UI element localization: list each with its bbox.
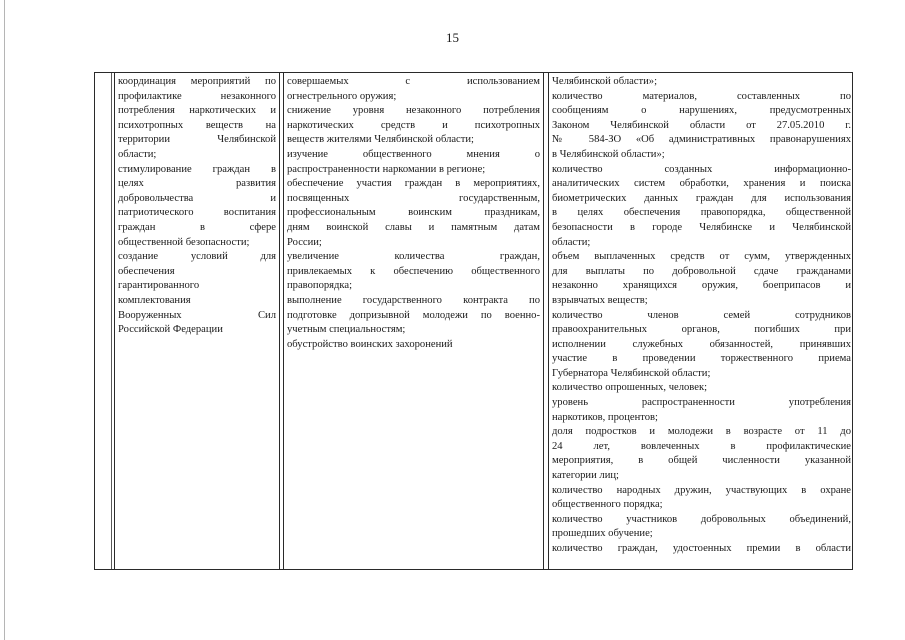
cell-line: обеспечение участия граждан в мероприятиях, (287, 178, 540, 190)
cell-line: № 584-ЗО «Об административных правонарушениях (552, 134, 851, 146)
cell-line: создание условий для (118, 251, 276, 263)
cell-line: незаконно хранящихся оружия, боеприпасов и (552, 280, 851, 292)
cell-line: Российской Федерации (118, 324, 223, 336)
cell-line: взрывчатых веществ; (552, 294, 648, 306)
cell-line: Законом Челябинской области от 27.05.2010 г. (552, 119, 851, 131)
tasks-cell (115, 75, 279, 338)
cell-line: объем выплаченных средств от сумм, утвержденных (552, 251, 851, 263)
cell-line: аналитических систем обработки, хранения и поиска (552, 178, 851, 190)
cell-line: категории лиц; (552, 470, 619, 482)
cell-line: области; (118, 148, 157, 160)
cell-line: добровольчества и (118, 192, 276, 204)
cell-line: дням воинской славы и памятным датам (287, 221, 540, 233)
cell-line: правопорядка; (287, 280, 353, 292)
cell-line: в Челябинской области»; (552, 148, 665, 160)
activities-cell (284, 75, 543, 352)
indicators-cell (549, 75, 854, 557)
cell-line: общественного порядка; (552, 499, 663, 511)
cell-line: области; (552, 236, 591, 248)
cell-line: количество членов семей сотрудников (552, 309, 851, 321)
page-edge-line (4, 0, 5, 640)
cell-line: 24 лет, вовлеченных в профилактические (552, 440, 851, 452)
cell-line: прошедших обучение; (552, 528, 653, 540)
document-table (94, 72, 853, 570)
cell-line: сообщениям о нарушениях, предусмотренных (552, 105, 851, 117)
cell-line: Губернатора Челябинской области; (552, 367, 711, 379)
table-column-indicators (548, 73, 854, 569)
cell-line: подготовке допризывной молодежи по военно- (287, 309, 540, 321)
cell-line: огнестрельного оружия; (287, 90, 397, 102)
cell-line: гарантированного (118, 280, 200, 292)
cell-line: обеспечения (118, 265, 175, 277)
cell-line: патриотического воспитания (118, 207, 276, 219)
cell-line: профилактике незаконного (118, 90, 276, 102)
cell-line: выполнение государственного контракта по (287, 294, 540, 306)
cell-line: увеличение количества граждан, (287, 251, 540, 263)
cell-line: исполнении служебных обязанностей, принявших (552, 338, 851, 350)
cell-line: обустройство воинских захоронений (287, 338, 453, 350)
cell-line: координация мероприятий по (118, 76, 276, 87)
cell-line: в целях обеспечения правопорядка, общественной (552, 207, 851, 219)
cell-line: стимулирование граждан в (118, 163, 276, 175)
cell-line: профессиональным воинским праздникам, (287, 207, 540, 219)
cell-line: количество народных дружин, участвующих в охране (552, 484, 851, 496)
cell-line: общественной безопасности; (118, 236, 250, 248)
cell-line: участие в проведении торжественного приема (552, 353, 851, 365)
cell-line: наркотиков, процентов; (552, 411, 658, 423)
cell-line: количество участников добровольных объединений, (552, 513, 851, 525)
cell-line: мероприятия, в общей численности указанной (552, 455, 851, 467)
cell-line: уровень распространенности употребления (552, 397, 851, 409)
cell-line: количество граждан, удостоенных премии в области (552, 543, 851, 554)
cell-line: доля подростков и молодежи в возрасте от 11 до (552, 426, 851, 438)
cell-line: для выплаты по добровольной сдаче гражданами (552, 265, 851, 277)
cell-line: России; (287, 236, 322, 248)
table-column-activities (283, 73, 543, 569)
table-column-tasks (114, 73, 279, 569)
cell-line: посвященных государственным, (287, 192, 540, 204)
cell-line: веществ жителями Челябинской области; (287, 134, 475, 146)
cell-line: целях развития (118, 178, 276, 190)
cell-line: граждан в сфере (118, 221, 276, 233)
cell-line: наркотических средств и психотропных (287, 119, 540, 131)
page-number: 15 (446, 30, 459, 45)
cell-line: учетным специальностям; (287, 324, 406, 336)
table-column-index (95, 73, 111, 569)
cell-line: комплектования (118, 294, 191, 306)
cell-line: биометрических данных граждан для использования (552, 192, 851, 204)
cell-line: территории Челябинской (118, 134, 276, 146)
cell-line: психотропных веществ на (118, 119, 276, 131)
cell-line: правоохранительных органов, погибших при (552, 324, 851, 336)
cell-line: совершаемых с использованием (287, 76, 540, 87)
cell-line: Челябинской области»; (552, 76, 658, 87)
cell-line: безопасности в городе Челябинске и Челябинской (552, 221, 851, 233)
cell-line: Вооруженных Сил (118, 309, 276, 321)
cell-line: количество опрошенных, человек; (552, 382, 708, 394)
cell-line: потребления наркотических и (118, 105, 276, 117)
cell-line: изучение общественного мнения о (287, 148, 540, 160)
cell-line: снижение уровня незаконного потребления (287, 105, 540, 117)
cell-line: количество материалов, составленных по (552, 90, 851, 102)
cell-line: распространенности наркомании в регионе; (287, 163, 486, 175)
cell-line: количество созданных информационно- (552, 163, 851, 175)
cell-line: привлекаемых к обеспечению общественного (287, 265, 540, 277)
